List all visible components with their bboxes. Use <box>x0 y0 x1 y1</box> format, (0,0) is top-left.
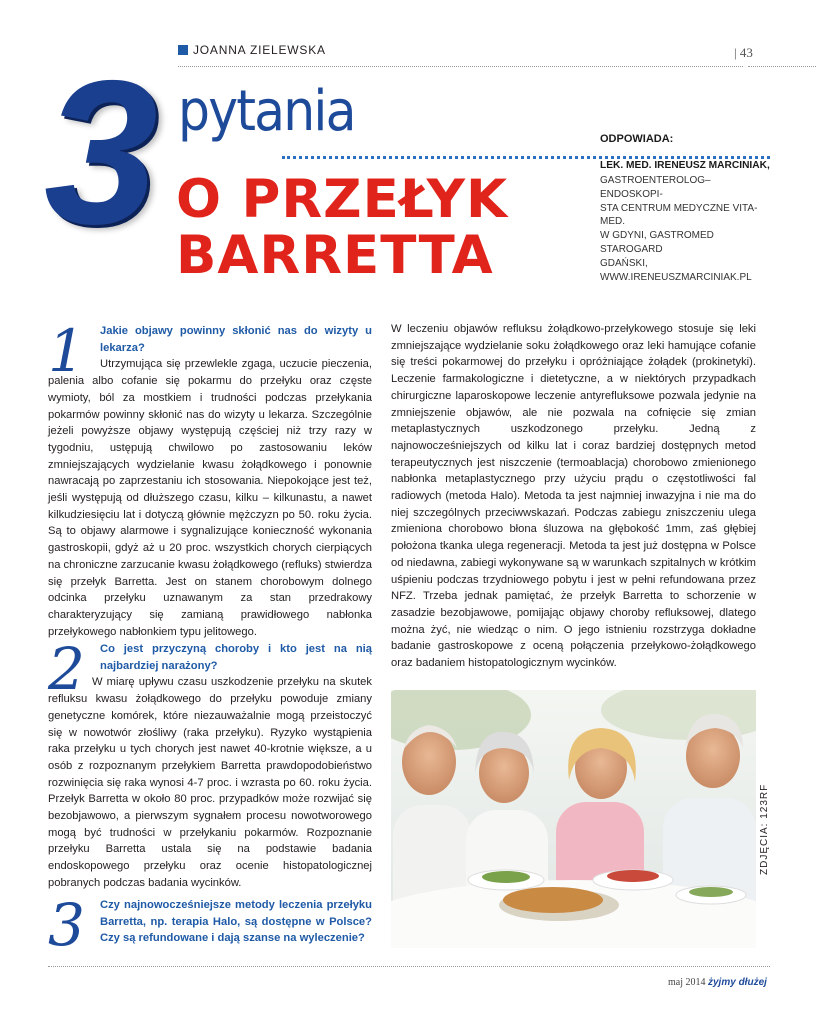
photo-illustration <box>391 690 756 948</box>
expert-details <box>600 174 770 284</box>
question-2-text: Co jest przyczyną choroby i kto jest na nią najbardziej narażony? <box>100 643 372 672</box>
question-2-heading <box>48 641 372 674</box>
expert-line: GDAŃSKI, <box>600 257 648 269</box>
footer-issue: maj 2014 <box>668 977 706 988</box>
question-2-number: 2 <box>48 635 85 703</box>
question-2-answer: W miarę upływu czasu uszkodzenie przełyku na skutek refluksu kwasu żołądkowego do przełyku powoduje zmiany genetyczne komórek, które niezauważalnie mogą przeistoczyć się w nowotwór złośliwy (raka przełyku). Ryzyko wystąpienia raka przełyku u tych chorych jest nawet 40-krotnie większe, a u osób z rozpoznanym przełykiem Barretta prawdopodobieństwo rozwinięcia się raka wynosi 4-7 proc. i wzrasta po 60. roku życia. Przełyk Barretta w około 80 proc. przypadków może rozwijać się bezobjawowo, a pierwszym sygnałem procesu nowotworowego mogą być trudności w przełykaniu pokarmów. Rozpoznanie przełyku Barretta ustala się na podstawie badania endoskopowego przełyku oraz ocenie histopatologicznej pobranych podczas badania wycinków. <box>48 676 372 889</box>
right-column-text: W leczeniu objawów refluksu żołądkowo-przełykowego stosuje się leki zmniejszające wydzielanie soku żołądkowego oraz leki hamujące cofanie się treści pokarmowej do przełyku i opróżniające żołądek (prokinetyki). Leczenie farmakologiczne i dietetyczne, a w niektórych przypadkach chirurgiczne laparoskopowe leczenie antyrefluksowe pozwala jedynie na zmniejszenie objawów, ale nie pozwala na cofnięcie się zmian metaplastycznych uszkodzonego przełyku. Jedną z najnowocześniejszych od kilku lat i coraz bardziej dostępnych metod terapeutycznych jest niszczenie (termoablacja) chorobowo zmienionego nabłonka metaplastycznego przy użyciu prądu o częstotliwości fal radiowych (metoda Halo). Metoda ta jest najmniej inwazyjna i nie ma do niej szczególnych przeciwwskazań. Podczas zabiegu zniszczeniu ulega zmieniona chorobowo błona śluzowa na głębokość 1mm, zaś głębiej położona tkanka ulega regeneracji. Metoda ta jest już dostępna w Polsce od niedawna, zabiegi wykonywane są w warunkach szpitalnych w krótkim uśpieniu podczas trzydniowego pobytu i jest w pełni refundowana przez NFZ. Trzeba jednak pamiętać, że przełyk Barretta to schorzenie w zasadzie bezobjawowe, pomijając objawy choroby refluksowej, dlatego można żyć, nie wiedząc o nim. O jego istnieniu rozstrzyga dokładne badanie gastroskopowe z oceną połączenia przełykowo-żołądkowego oraz badaniem histopatologicznym wycinków. <box>391 323 756 670</box>
author-marker <box>178 45 188 55</box>
title-headline <box>176 169 509 286</box>
question-1-block <box>48 317 372 640</box>
title-line-3: BARRETTA <box>176 225 494 286</box>
answer-heading: ODPOWIADA: <box>600 133 674 145</box>
question-1-text: Jakie objawy powinny skłonić nas do wizyty u lekarza? <box>100 325 372 354</box>
expert-name: LEK. MED. IRENEUSZ MARCINIAK, <box>600 160 770 171</box>
footer-divider <box>48 966 770 967</box>
header-divider <box>178 66 743 67</box>
question-3-heading <box>48 897 372 947</box>
question-3-number: 3 <box>48 891 85 959</box>
question-2-block <box>48 635 372 892</box>
title-dotted-rule <box>282 156 770 159</box>
page-number: | 43 <box>734 45 753 60</box>
header-divider-right <box>748 66 816 67</box>
author-name: JOANNA ZIELEWSKA <box>193 43 326 57</box>
photo-people-dining <box>391 690 756 948</box>
question-1-answer: Utrzymująca się przewlekle zgaga, uczucie pieczenia, palenia albo cofanie się pokarmu do przełyku oraz częste wymioty, ból za mostkiem i trudności podczas przełykania pokarmów powinny skłonić nas do wizyty u lekarza. Szczególnie jeżeli powyższe objawy występują częściej niż trzy razy w tygodniu, ustępują chwilowo po zastosowaniu leków zmniejszających wydzielanie kwasu żołądkowego i ponownie nawracają po zaprzestaniu ich stosowania. Niepokojące jest też, jeśli występują od dłuższego czasu, kilku – kilkunastu, a nawet kilkudziesięciu lat i dotyczą głównie mężczyzn po 50. roku życia. Są to objawy alarmowe i sygnalizujące konieczność wykonania gastroskopii, gdyż aż u 20 proc. wszystkich chorych cierpiących na chroniczne zarzucanie kwasu żołądkowego (refluks) stwierdza się przełyk Barretta. Jest on stanem chorobowym dolnego odcinka przełyku uznawanym za stan przedrakowy charakteryzujący się zamianą prawidłowego nabłonka przełykowego nabłonkiem typu jelitowego. <box>48 358 372 638</box>
title-number: 3 <box>44 38 151 267</box>
title-pytania: pytania <box>178 79 355 144</box>
question-1-number: 1 <box>48 317 85 385</box>
question-3-block <box>48 897 372 947</box>
photo-credit: ZDJĘCIA: 123RF <box>759 783 770 875</box>
question-1-heading <box>48 323 372 356</box>
expert-line: W GDYNI, GASTROMED STAROGARD <box>600 230 714 255</box>
expert-line: GASTROENTEROLOG–ENDOSKOPI- <box>600 175 711 200</box>
expert-line: STA CENTRUM MEDYCZNE VITA-MED. <box>600 202 758 228</box>
expert-website-link[interactable]: WWW.IRENEUSZMARCINIAK.PL <box>600 271 752 283</box>
question-3-text: Czy najnowocześniejsze metody leczenia przełyku Barretta, np. terapia Halo, są dostępne w Polsce? Czy są refundowane i dają szanse na wyleczenie? <box>100 899 372 945</box>
title-line-2: O PRZEŁYK <box>176 169 509 230</box>
footer <box>668 977 767 988</box>
footer-magazine-logo: żyjmy dłużej <box>708 977 767 988</box>
